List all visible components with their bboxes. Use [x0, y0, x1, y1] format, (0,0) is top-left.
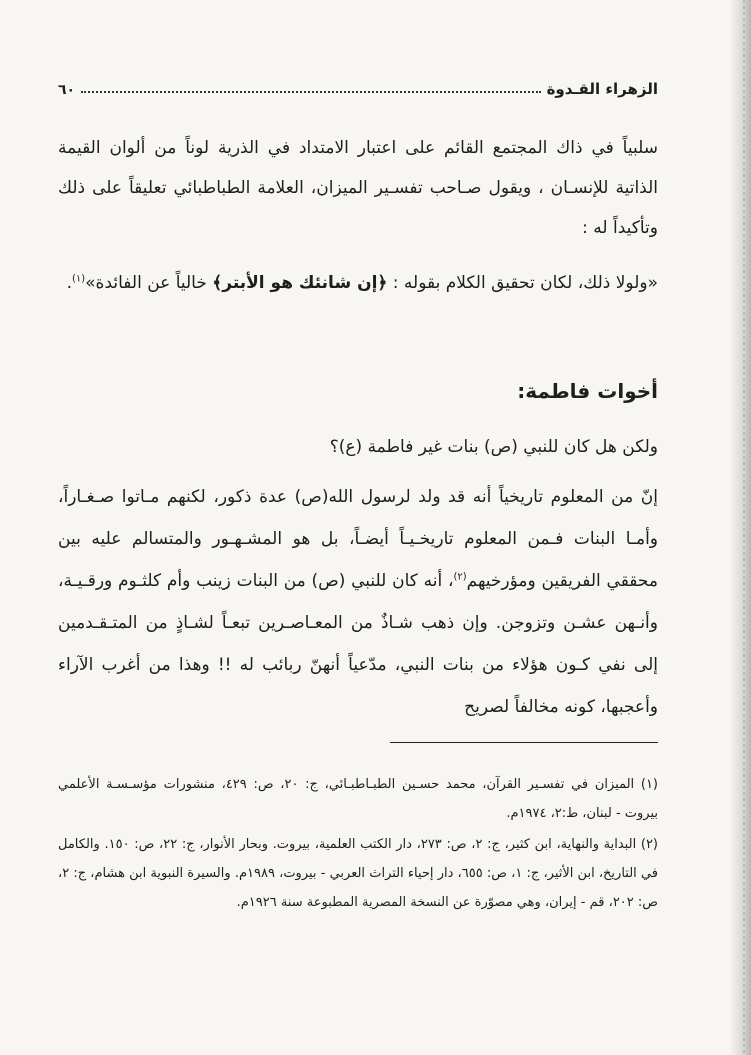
running-header-title: الزهراء القـدوة	[546, 80, 658, 98]
paragraph-3-part-2: ، أنه كان للنبي (ص) من البنات زينب وأم كلثـوم ورقـيـة، وأنـهن عشـن وتزوجن. وإن ذهب شـاذٌ من المعـاصـرين تبعـاً لشـاذٍ من المتـقـدمين إلى نفي كـون هؤلاء من بنات النبي، مدّعياً أنهنّ ربائب له !! وهذا من أغرب الآراء وأعجبها، كونه مخالفاً لصريح	[58, 571, 658, 717]
footnotes	[58, 770, 658, 917]
section-heading: أخوات فاطمة:	[517, 379, 658, 403]
footnote-ref-1[interactable]: (١)	[71, 273, 86, 285]
footnote-separator	[390, 742, 658, 743]
quote-text-before: «ولولا ذلك، لكان تحقيق الكلام بقوله :	[387, 273, 658, 293]
footnote-2: (٢) البداية والنهاية، ابن كثير، ج: ٢، ص: ٢٧٣، دار الكتب العلمية، بيروت. وبحار الأنوار، ج: ٢٢، ص: ١٥٠. والكامل في التاريخ، ابن الأثير، ج: ١، ص: ٦٥٥، دار إحياء التراث العربي - بيروت، ١٩٨٩م. والسيرة النبوية ابن هشام، ج: ٢، ص: ٢٠٢، قم - إيران، وهي مصوّرة عن النسخة المصرية المطبوعة سنة ١٩٢٦م.	[58, 837, 659, 910]
paragraph-3-part-1: إنّ من المعلوم تاريخياً أنه قد ولد لرسول الله(ص) عدة ذكور، لكنهم مـاتوا صـغـاراً، وأمـا البنات فـمن المعلوم تاريخـيـاً أيضـاً، بل هو المشـهـور والمتسالم عليه بين محققي الفريقين ومؤرخيهم	[58, 487, 658, 591]
paragraph-1: سلبياً في ذاك المجتمع القائم على اعتبار الامتداد في الذرية لوناً من ألوان القيمة الذاتية للإنسـان ، ويقول صـاحب تفسـير الميزان، العلامة الطباطبائي تعليقاً على ذلك وتأكيداً له :	[58, 138, 658, 238]
quran-verse: ﴿إن شانئك هو الأبتر﴾	[212, 273, 388, 293]
paragraph-3	[58, 476, 658, 728]
quote-paragraph	[58, 262, 658, 304]
header-dotted-leader	[81, 91, 540, 93]
quote-end: .	[66, 273, 72, 293]
page-number: ٦٠	[58, 82, 76, 98]
running-header	[58, 74, 658, 98]
page-edge-binding	[743, 0, 745, 1055]
page-edge-shadow	[729, 0, 751, 1055]
section-question: ولكن هل كان للنبي (ص) بنات غير فاطمة (ع)؟	[329, 437, 658, 457]
quote-text-after: خالياً عن الفائدة»	[85, 273, 213, 293]
footnote-ref-2[interactable]: (٢)	[453, 571, 467, 583]
footnote-1: (١) الميزان في تفسـير القرآن، محمد حسـين الطبـاطبـائي، ج: ٢٠، ص: ٤٢٩، منشورات مؤسـسـة الأعلمي بيروت - لبنان، ط:٢، ١٩٧٤م.	[58, 777, 658, 821]
